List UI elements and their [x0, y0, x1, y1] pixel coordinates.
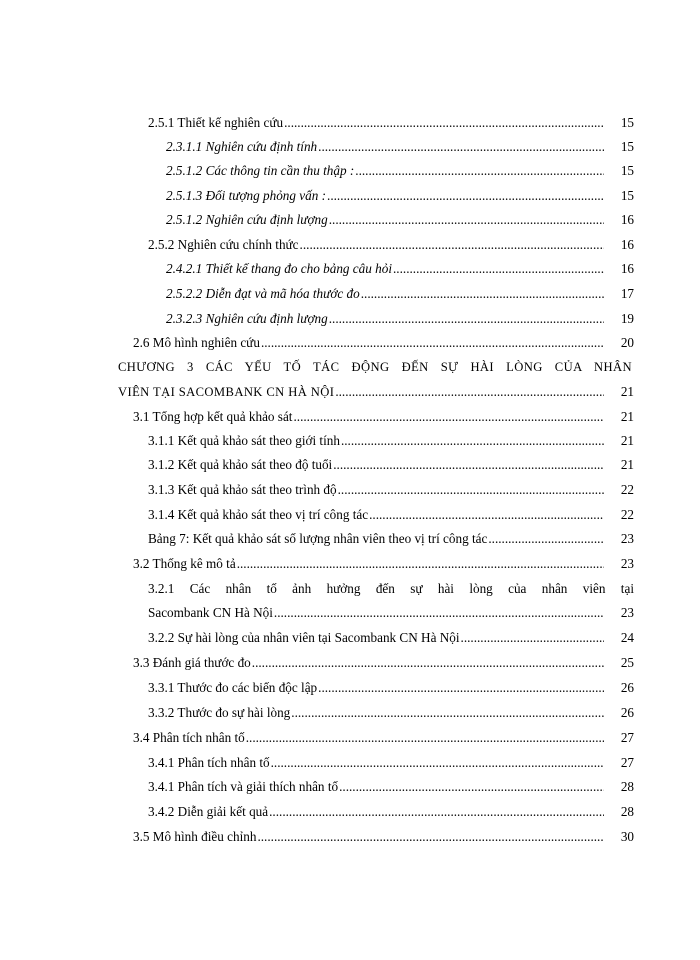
toc-page-number: 28	[620, 779, 634, 794]
toc-page-number: 15	[620, 188, 634, 203]
leader-dots	[393, 260, 604, 278]
leader-dots	[327, 187, 604, 205]
leader-dots	[318, 679, 604, 697]
toc-entry[interactable]	[166, 260, 634, 278]
toc-entry[interactable]	[148, 778, 634, 796]
toc-entry[interactable]	[148, 114, 634, 132]
leader-dots	[261, 334, 604, 352]
toc-entry-title: 3.1.2 Kết quả khảo sát theo độ tuổi	[148, 457, 333, 472]
toc-entry-title: 2.3.1.1 Nghiên cứu định tính	[166, 139, 318, 154]
toc-entry-title: 3.4.1 Phân tích và giải thích nhân tố	[148, 779, 339, 794]
leader-dots	[488, 530, 604, 548]
toc-entry-title: 2.5.1 Thiết kế nghiên cứu	[148, 115, 284, 130]
toc-entry[interactable]	[166, 162, 634, 180]
leader-dots	[300, 236, 604, 254]
leader-dots	[269, 803, 604, 821]
toc-page-number: 21	[620, 433, 634, 448]
toc-page-number: 25	[620, 655, 634, 670]
toc-entry[interactable]	[148, 629, 634, 647]
toc-page-number: 15	[620, 163, 634, 178]
toc-entry-title: 3.5 Mô hình điều chỉnh	[133, 829, 257, 844]
toc-entry[interactable]	[133, 828, 634, 846]
leader-dots	[274, 604, 604, 622]
toc-entry-title: 2.6 Mô hình nghiên cứu	[133, 335, 260, 350]
toc-page-number: 16	[620, 261, 634, 276]
toc-entry-title: 3.4.1 Phân tích nhân tố	[148, 755, 270, 770]
toc-entry-title: 3.1.4 Kết quả khảo sát theo vị trí công tác	[148, 507, 369, 522]
toc-entry-title: 2.3.2.3 Nghiên cứu định lượng	[166, 311, 328, 326]
toc-entry[interactable]	[133, 334, 634, 352]
leader-dots	[338, 481, 604, 499]
toc-entry[interactable]	[148, 506, 634, 524]
toc-entry-title: 3.1.3 Kết quả khảo sát theo trình độ	[148, 482, 337, 497]
toc-entry-title: Sacombank CN Hà Nội	[148, 605, 273, 620]
toc-page-number: 21	[620, 384, 634, 399]
toc-entry[interactable]	[166, 138, 634, 156]
leader-dots	[271, 754, 604, 772]
toc-page-number: 27	[620, 755, 634, 770]
toc-page-number: 15	[620, 139, 634, 154]
toc-page-number: 23	[620, 556, 634, 571]
toc-entry[interactable]	[133, 408, 634, 426]
leader-dots	[246, 729, 604, 747]
toc-entry[interactable]	[148, 481, 634, 499]
leader-dots	[257, 828, 604, 846]
toc-entry-title: 3.3.2 Thước đo sự hài lòng	[148, 705, 291, 720]
leader-dots	[355, 162, 604, 180]
leader-dots	[461, 629, 604, 647]
toc-page-number: 15	[620, 115, 634, 130]
toc-entry-title: 3.2.2 Sự hài lòng của nhân viên tại Sacombank CN Hà Nội	[148, 630, 460, 645]
toc-entry[interactable]	[166, 285, 634, 303]
leader-dots	[339, 778, 604, 796]
leader-dots	[252, 654, 604, 672]
toc-page-number: 21	[620, 409, 634, 424]
toc-page-number: 30	[620, 829, 634, 844]
leader-dots	[291, 704, 604, 722]
toc-entry-title: 2.4.2.1 Thiết kế thang đo cho bảng câu hỏi	[166, 261, 392, 276]
leader-dots	[341, 432, 604, 450]
toc-page-number: 19	[620, 311, 634, 326]
toc-entry-title: 3.1.1 Kết quả khảo sát theo giới tính	[148, 433, 340, 448]
leader-dots	[369, 506, 604, 524]
toc-entry-title-multiline[interactable]: 3.2.1 Các nhân tố ảnh hưởng đến sự hài lòng của nhân viên tại	[148, 581, 634, 596]
toc-entry[interactable]	[118, 383, 634, 401]
toc-entry-title: 3.4 Phân tích nhân tố	[133, 730, 245, 745]
toc-page-number: 23	[620, 605, 634, 620]
toc-page-number: 23	[620, 531, 634, 546]
leader-dots	[329, 211, 604, 229]
toc-entry[interactable]	[148, 803, 634, 821]
toc-entry-title: 3.2 Thống kê mô tả	[133, 556, 236, 571]
toc-page-number: 21	[620, 457, 634, 472]
toc-entry[interactable]	[166, 211, 634, 229]
toc-entry[interactable]	[148, 604, 634, 622]
toc-page-number: 26	[620, 705, 634, 720]
toc-entry-title: 2.5.1.2 Các thông tin cần thu thập :	[166, 163, 355, 178]
toc-entry[interactable]	[148, 456, 634, 474]
toc-entry[interactable]	[166, 310, 634, 328]
toc-entry-title: 2.5.1.2 Nghiên cứu định lượng	[166, 212, 328, 227]
toc-page-number: 27	[620, 730, 634, 745]
toc-entry[interactable]	[148, 754, 634, 772]
toc-page-number: 24	[620, 630, 634, 645]
toc-page-number: 16	[620, 212, 634, 227]
toc-entry-title: 3.4.2 Diễn giải kết quả	[148, 804, 269, 819]
leader-dots	[284, 114, 604, 132]
toc-entry-title: 3.3 Đánh giá thước đo	[133, 655, 251, 670]
chapter-heading-continued: VIÊN TẠI SACOMBANK CN HÀ NỘI	[118, 385, 335, 399]
toc-entry-title: 2.5.2.2 Diễn đạt và mã hóa thước đo	[166, 286, 360, 301]
toc-page-number: 22	[620, 482, 634, 497]
leader-dots	[318, 138, 604, 156]
leader-dots	[335, 383, 604, 401]
leader-dots	[361, 285, 604, 303]
toc-entry[interactable]	[148, 530, 634, 548]
toc-entry-title: 2.5.1.3 Đối tượng phỏng vấn :	[166, 188, 327, 203]
leader-dots	[293, 408, 604, 426]
toc-entry[interactable]	[133, 729, 634, 747]
leader-dots	[237, 555, 604, 573]
toc-entry[interactable]	[133, 555, 634, 573]
toc-entry-title: 3.3.1 Thước đo các biến độc lập	[148, 680, 318, 695]
toc-page-number: 26	[620, 680, 634, 695]
toc-entry[interactable]	[148, 236, 634, 254]
toc-entry-title: Bảng 7: Kết quả khảo sát số lượng nhân viên theo vị trí công tác	[148, 531, 488, 546]
toc-page-number: 17	[620, 286, 634, 301]
leader-dots	[329, 310, 604, 328]
toc-entry[interactable]	[148, 432, 634, 450]
toc-entry[interactable]	[148, 679, 634, 697]
toc-entry-title: 3.1 Tổng hợp kết quả khảo sát	[133, 409, 293, 424]
toc-entry[interactable]	[148, 704, 634, 722]
toc-entry-title: 2.5.2 Nghiên cứu chính thức	[148, 237, 299, 252]
toc-page-number: 16	[620, 237, 634, 252]
toc-page-number: 22	[620, 507, 634, 522]
leader-dots	[333, 456, 604, 474]
toc-entry[interactable]	[133, 654, 634, 672]
toc-page-number: 28	[620, 804, 634, 819]
toc-page-number: 20	[620, 335, 634, 350]
toc-entry[interactable]	[166, 187, 634, 205]
chapter-heading[interactable]: CHƯƠNG 3 CÁC YẾU TỐ TÁC ĐỘNG ĐẾN SỰ HÀI LÒNG CỦA NHÂN	[118, 360, 632, 374]
